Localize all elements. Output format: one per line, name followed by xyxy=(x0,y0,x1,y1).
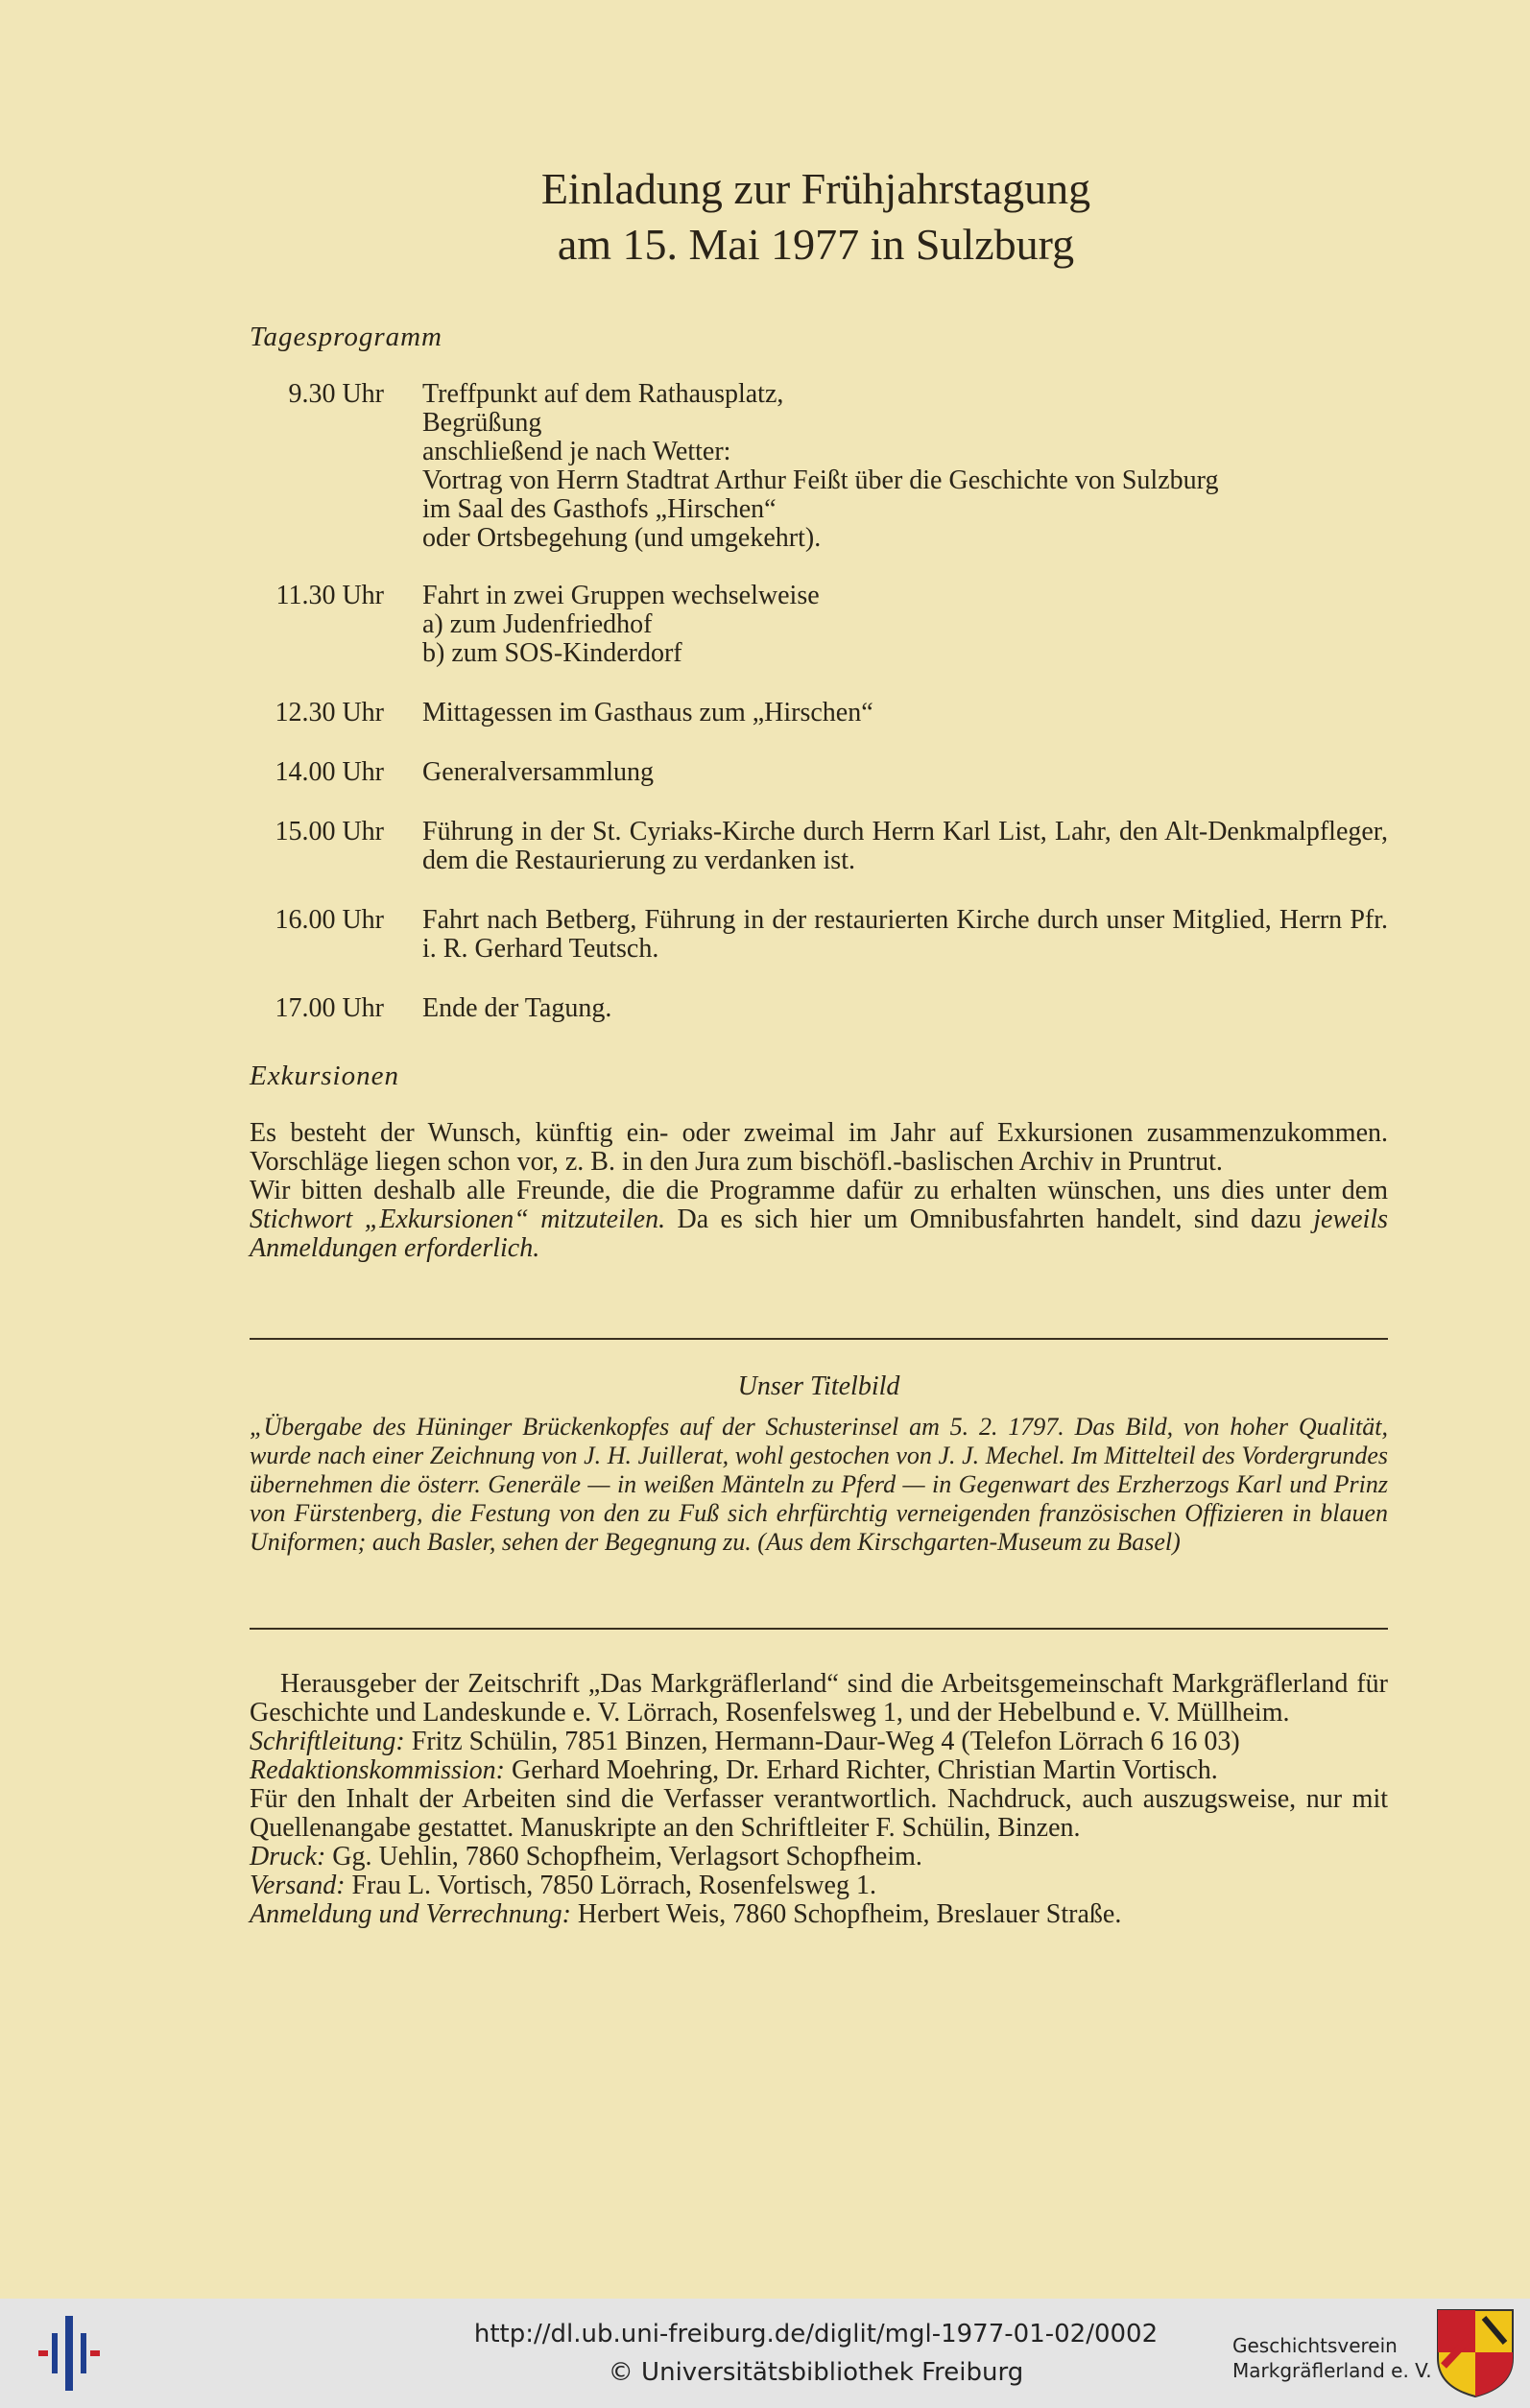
imprint-line xyxy=(250,1843,1388,1872)
imprint-intro: Herausgeber der Zeitschrift „Das Markgräflerland“ sind die Arbeitsgemeinschaft Markgräflerland für Geschichte und Landeskunde e. V. Lörrach, Rosenfelsweg 1, und der Hebelbund e. V. Müllheim. xyxy=(250,1669,1388,1728)
excursions-text: Da es sich hier um Omnibusfahrten handelt, sind dazu xyxy=(665,1204,1314,1234)
program-text: Führung in der St. Cyriaks-Kirche durch Herrn Karl List, Lahr, den Alt-Denkmalpfleger, dem die Restaurierung zu verdanken ist. xyxy=(422,817,1388,875)
imprint-label: Druck: xyxy=(250,1842,326,1872)
program-time: 9.30 Uhr xyxy=(288,379,384,409)
program-heading-block xyxy=(250,322,1388,351)
excursions-paragraph-2 xyxy=(250,1177,1388,1263)
program-time: 12.30 Uhr xyxy=(275,698,384,727)
excursions-text: Wir bitten deshalb alle Freunde, die die Programme dafür zu erhalten wünschen, uns dies unter dem xyxy=(250,1176,1388,1205)
program-heading: Tagesprogramm xyxy=(250,322,443,352)
program-time: 14.00 Uhr xyxy=(275,757,384,787)
program-time: 16.00 Uhr xyxy=(275,905,384,935)
imprint-text: Frau L. Vortisch, 7850 Lörrach, Rosenfelsweg 1. xyxy=(345,1871,876,1900)
page-title xyxy=(0,161,1530,273)
program-text: Fahrt in zwei Gruppen wechselweise a) zum Judenfriedhof b) zum SOS-Kinderdorf xyxy=(422,581,820,668)
imprint-text: Gg. Uehlin, 7860 Schopfheim, Verlagsort Schopfheim. xyxy=(325,1842,922,1872)
cover-description: „Übergabe des Hüninger Brückenkopfes auf der Schusterinsel am 5. 2. 1797. Das Bild, von hoher Qualität, wurde nach einer Zeichnung von J. H. Juillerat, wohl gestochen von J. J. Mechel. Im Mittelteil des Vordergrundes übernehmen die österr. Generäle — in weißen Mänteln zu Pferd — in Gegenwart des Erzherzogs Karl und Prinz von Fürstenberg, die Festung von den zu Fuß sich ehrfürchtig verneigenden französischen Offizieren in blauen Uniformen; auch Basler, sehen der Begegnung zu. (Aus dem Kirschgarten-Museum zu Basel) xyxy=(250,1413,1388,1556)
imprint-text: Gerhard Moehring, Dr. Erhard Richter, Christian Martin Vortisch. xyxy=(504,1755,1218,1785)
program-time: 17.00 Uhr xyxy=(275,993,384,1023)
imprint-label: Versand: xyxy=(250,1871,346,1900)
program-text: Fahrt nach Betberg, Führung in der restaurierten Kirche durch unser Mitglied, Herrn Pfr. i. R. Gerhard Teutsch. xyxy=(422,905,1388,964)
imprint-label: Schriftleitung: xyxy=(250,1727,405,1756)
program-time: 11.30 Uhr xyxy=(275,581,384,610)
program-text: Mittagessen im Gasthaus zum „Hirschen“ xyxy=(422,698,873,727)
title-line-2: am 15. Mai 1977 in Sulzburg xyxy=(557,220,1075,269)
excursions-heading: Exkursionen xyxy=(250,1061,399,1091)
coat-of-arms-icon xyxy=(1436,2308,1515,2398)
imprint-line: Für den Inhalt der Arbeiten sind die Verfasser verantwortlich. Nachdruck, auch auszugsweise, nur mit Quellenangabe gestattet. Manuskripte an den Schriftleiter F. Schülin, Binzen. xyxy=(250,1784,1388,1843)
program-text: Generalversammlung xyxy=(422,757,655,787)
publisher-line-1: Geschichtsverein xyxy=(1232,2334,1398,2357)
cover-section xyxy=(250,1372,1388,1557)
imprint-text: Fritz Schülin, 7851 Binzen, Hermann-Daur-Weg 4 (Telefon Lörrach 6 16 03) xyxy=(404,1727,1240,1756)
imprint-section xyxy=(250,1670,1388,1929)
excursions-section xyxy=(250,1061,1388,1263)
title-line-1: Einladung zur Frühjahrstagung xyxy=(540,164,1091,213)
program-text: Treffpunkt auf dem Rathausplatz, Begrüßung anschließend je nach Wetter: Vortrag von Herrn Stadtrat Arthur Feißt über die Geschichte von Sulzburg im Saal des Gasthofs „Hirschen“ oder Ortsbegehung (und umgekehrt). xyxy=(422,379,1219,553)
excursions-keyword: Stichwort „Exkursionen“ mitzuteilen. xyxy=(250,1204,666,1234)
divider-bottom xyxy=(250,1628,1388,1630)
footer-bar xyxy=(0,2299,1530,2408)
cover-heading: Unser Titelbild xyxy=(737,1371,900,1401)
imprint-line xyxy=(250,1756,1388,1785)
publisher-name xyxy=(1232,2333,1444,2383)
imprint-line xyxy=(250,1900,1388,1929)
program-text: Ende der Tagung. xyxy=(422,993,612,1023)
excursions-note: jeweils Anmeldungen erforderlich. xyxy=(250,1204,1389,1263)
imprint-text: Herbert Weis, 7860 Schopfheim, Breslauer Straße. xyxy=(570,1899,1122,1929)
imprint-line xyxy=(250,1728,1388,1756)
publisher-line-2: Markgräflerland e. V. xyxy=(1232,2359,1432,2382)
imprint-label: Redaktionskommission: xyxy=(250,1755,505,1785)
excursions-paragraph-1: Es besteht der Wunsch, künftig ein- oder zweimal im Jahr auf Exkursionen zusammenzukommen. Vorschläge liegen schon vor, z. B. in den Jura zum bischöfl.-baslischen Archiv in Pruntrut. xyxy=(250,1118,1388,1177)
divider-top xyxy=(250,1338,1388,1340)
imprint-label: Anmeldung und Verrechnung: xyxy=(250,1899,571,1929)
program-list xyxy=(250,380,1388,1033)
permalink-link[interactable]: http://dl.ub.uni-freiburg.de/diglit/mgl-1977-01-02/0002 xyxy=(473,2320,1159,2348)
imprint-line xyxy=(250,1872,1388,1900)
copyright-text: © Universitätsbibliothek Freiburg xyxy=(608,2358,1024,2387)
program-time: 15.00 Uhr xyxy=(275,817,384,846)
